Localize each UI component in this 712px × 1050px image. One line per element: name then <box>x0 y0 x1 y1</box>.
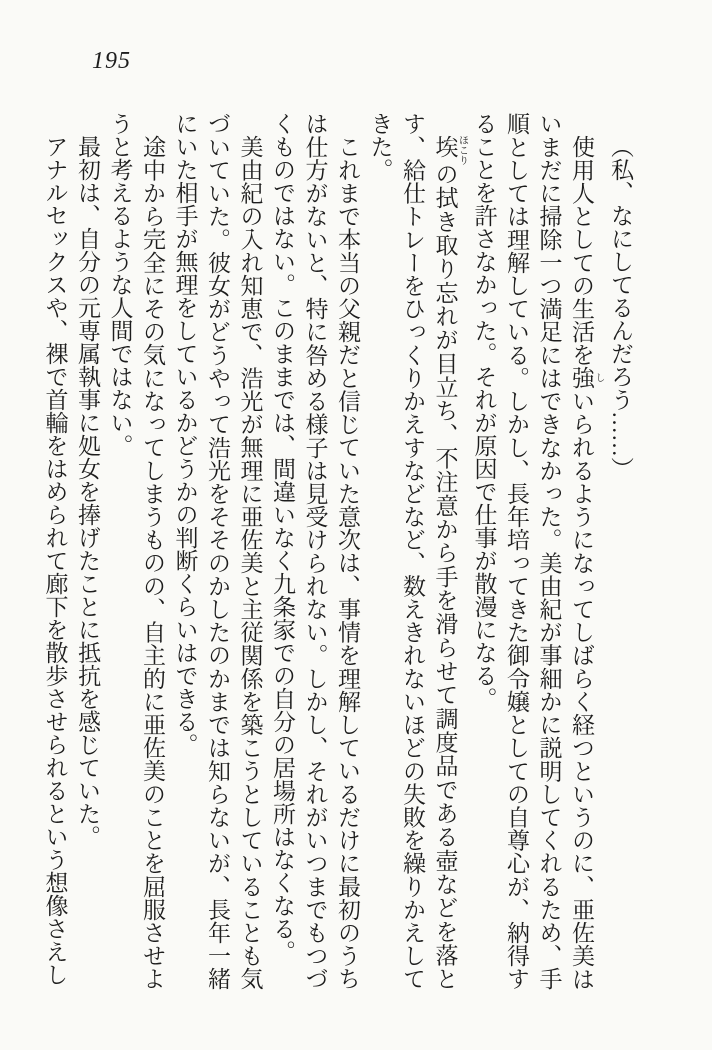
paragraph: これまで本当の父親だと信じていた意次は、事情を理解しているだけに最初のうちは仕方がないと、特に咎める様子は見受けられない。しかし、それがいつまでもつづくものではない。このままでは、間違いなく九条家での自分の居場所はなくなる。 <box>270 112 360 990</box>
paragraph: アナルセックスや、裸で首輪をはめられて廊下を散歩させられるという想像さえし <box>42 135 68 986</box>
paragraph: （私、なにしてるんだろう……） <box>608 135 633 480</box>
ruby-annotated-text: 強 し <box>569 366 604 390</box>
paragraph: 美由紀の入れ知恵で、浩光が無理に亜佐美と主従関係を築こうとしていることも気づいていた。彼女がどうやって浩光をそそのかしたのかまでは知らないが、長年一緒にいた相手が無理をしているかどうかの判断くらいはできる。 <box>172 112 263 990</box>
paragraph: 埃 ほこりの拭き取り忘れが目立ち、不注意から手を滑らせて調度品である壺などを落とす、給仕トレーをひっくりかえすなどなど、数えきれないほどの失敗を繰りかえしてきた。 <box>367 112 468 991</box>
ruby-annotated-text: 埃 ほこり <box>432 135 468 165</box>
paragraph: 途中から完全にその気になってしまうものの、自主的に亜佐美のことを屈服させようと考えるような人間ではない。 <box>107 112 165 990</box>
paragraph: 最初は、自分の元専属執事に処女を捧げたことに抵抗を感じていた。 <box>75 135 100 848</box>
page-number: 195 <box>92 48 131 74</box>
text-block <box>42 112 636 991</box>
paragraph: 使用人としての生活を強 しいられるようになってしばらく経つというのに、亜佐美はいまだに掃除一つ満足にはできなかった。美由紀が事細かに説明してくれるため、手順としては理解している。しかし、長年培ってきた御令嬢としての自尊心が、納得することを許さなかった。それが原因で仕事が散漫になる。 <box>471 112 604 991</box>
